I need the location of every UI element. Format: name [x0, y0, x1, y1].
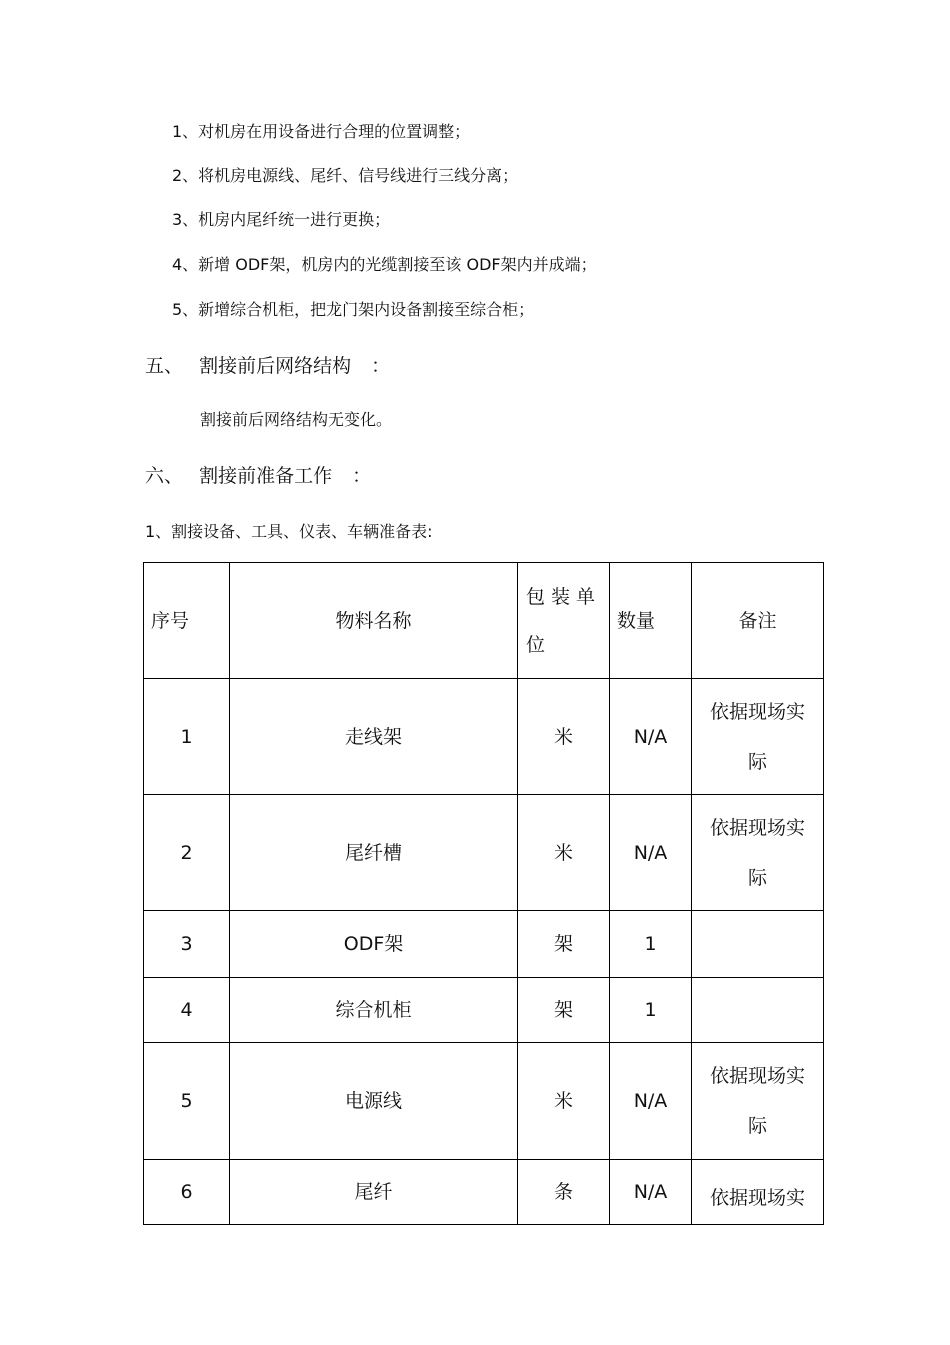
list-item: 4、新增 ODF架，机房内的光缆割接至该 ODF架内并成端；: [172, 255, 597, 274]
table-row: [144, 679, 824, 795]
section-5-body: 割接前后网络结构无变化。: [200, 410, 393, 429]
header-name: 物料名称: [230, 563, 518, 679]
cell-qty: 1: [610, 911, 692, 978]
list-item: 2、将机房电源线、尾纤、信号线进行三线分离；: [172, 166, 519, 185]
cell-seq: 3: [144, 911, 230, 978]
cell-remark: [692, 795, 824, 911]
cell-name: 综合机柜: [230, 978, 518, 1043]
cell-unit: 架: [518, 911, 610, 978]
cell-name: 电源线: [230, 1043, 518, 1160]
table-row: [144, 795, 824, 911]
section-number: 五、: [145, 355, 184, 377]
remark-line: 依据现场实: [709, 816, 805, 839]
section-heading-5: [145, 354, 390, 378]
cell-remark: [692, 911, 824, 978]
section-title: 割接前准备工作: [199, 465, 333, 487]
cell-unit: 条: [518, 1160, 610, 1225]
section-colon: ：: [352, 465, 372, 487]
cell-qty: N/A: [610, 679, 692, 795]
section-colon: ：: [371, 355, 391, 377]
list-item: 3、机房内尾纤统一进行更换；: [172, 210, 391, 229]
cell-seq: 4: [144, 978, 230, 1043]
cell-unit: 米: [518, 795, 610, 911]
table-caption: 1、割接设备、工具、仪表、车辆准备表:: [145, 522, 433, 541]
remark-line: 际: [747, 866, 767, 889]
section-title: 割接前后网络结构: [199, 355, 352, 377]
table-header-row: [144, 563, 824, 679]
cell-seq: 2: [144, 795, 230, 911]
list-item: 1、对机房在用设备进行合理的位置调整；: [172, 122, 471, 141]
remark-line: 际: [747, 1115, 767, 1137]
cell-name: ODF架: [230, 911, 518, 978]
cell-name: 尾纤: [230, 1160, 518, 1225]
cell-remark: [692, 978, 824, 1043]
cell-qty: N/A: [610, 795, 692, 911]
cell-remark: 依据现场实: [692, 1160, 824, 1225]
section-number: 六、: [145, 465, 184, 487]
cell-remark: [692, 1043, 824, 1160]
table-row: [144, 978, 824, 1043]
cell-qty: N/A: [610, 1043, 692, 1160]
cell-unit: 架: [518, 978, 610, 1043]
cell-name: 尾纤槽: [230, 795, 518, 911]
cell-seq: 1: [144, 679, 230, 795]
materials-table: [143, 562, 824, 1225]
header-qty: 数量: [610, 563, 692, 679]
cell-name: 走线架: [230, 679, 518, 795]
list-item: 5、新增综合机柜，把龙门架内设备割接至综合柜；: [172, 300, 535, 319]
remark-line: 依据现场实: [709, 1065, 805, 1087]
cell-seq: 6: [144, 1160, 230, 1225]
cell-unit: 米: [518, 1043, 610, 1160]
cell-qty: N/A: [610, 1160, 692, 1225]
header-remark: 备注: [692, 563, 824, 679]
table-row: [144, 911, 824, 978]
cell-qty: 1: [610, 978, 692, 1043]
table-row: [144, 1160, 824, 1225]
cell-remark: [692, 679, 824, 795]
section-heading-6: [145, 464, 371, 488]
table-row: [144, 1043, 824, 1160]
remark-line: 依据现场实: [709, 700, 805, 723]
header-seq: 序号: [144, 563, 230, 679]
remark-line: 际: [747, 750, 767, 773]
cell-seq: 5: [144, 1043, 230, 1160]
cell-unit: 米: [518, 679, 610, 795]
header-unit: 包装单位: [518, 563, 610, 679]
